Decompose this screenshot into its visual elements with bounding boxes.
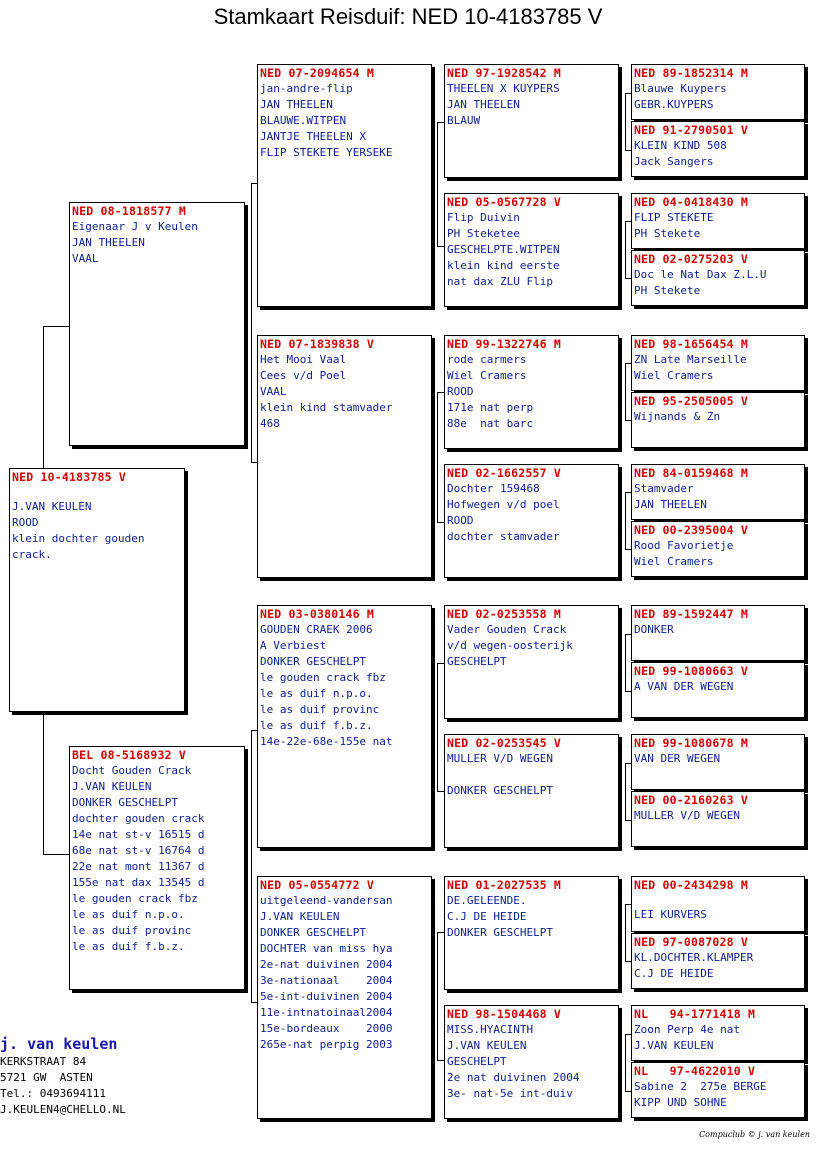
connector — [625, 93, 626, 150]
pigeon-info-line: 155e nat dax 13545 d — [72, 876, 205, 889]
pigeon-card-gen4[interactable] — [631, 1005, 805, 1061]
pigeon-card-gen4[interactable] — [631, 734, 805, 790]
pigeon-info-line: J.VAN KEULEN — [72, 780, 152, 793]
pigeon-info-line: C.J DE HEIDE — [634, 967, 714, 980]
pigeon-info-line: Het Mooi Vaal — [260, 353, 347, 366]
ring-number: NED 98-1504468 V — [447, 1007, 561, 1021]
pigeon-info-line: Stamvader — [634, 482, 694, 495]
pigeon-card-gen4[interactable] — [631, 791, 805, 847]
pigeon-info-line: GEBR.KUYPERS — [634, 98, 714, 111]
pigeon-info-line: GESCHELPT — [447, 655, 507, 668]
pigeon-card-gen3[interactable] — [444, 734, 619, 848]
pigeon-card-gen4[interactable] — [631, 64, 805, 120]
pigeon-info-line: GESCHELPTE.WITPEN — [447, 243, 560, 256]
spacer — [634, 893, 802, 907]
pigeon-card-gen2[interactable] — [257, 605, 432, 848]
ring-number: NL 94-1771418 M — [634, 1007, 756, 1021]
ring-number: NED 99-1080663 V — [634, 664, 748, 678]
pigeon-card-gen4[interactable] — [631, 876, 805, 932]
connector — [437, 663, 438, 791]
pigeon-card-gen2[interactable] — [257, 876, 432, 1119]
ring-number: NED 99-1080678 M — [634, 736, 748, 750]
connector — [625, 1034, 626, 1091]
pigeon-card-gen4[interactable] — [631, 521, 805, 577]
ring-number: NED 91-2790501 V — [634, 123, 748, 137]
ring-number: NED 00-2395004 V — [634, 523, 748, 537]
connector — [251, 854, 252, 1002]
pigeon-info-line: BLAUWE.WITPEN — [260, 114, 347, 127]
pigeon-card-gen4[interactable] — [631, 662, 805, 718]
pigeon-info-line: DONKER GESCHELPT — [447, 784, 553, 797]
pigeon-info-line: Dochter 159468 — [447, 482, 540, 495]
connector — [625, 763, 626, 820]
pigeon-info-line: MULLER V/D WEGEN — [634, 809, 740, 822]
pigeon-info-line: 171e nat perp — [447, 401, 534, 414]
ring-number: NED 97-0087028 V — [634, 935, 748, 949]
connector — [251, 326, 252, 462]
ring-number: NED 07-2094654 M — [260, 66, 374, 80]
pigeon-info-line: DONKER GESCHELPT — [72, 796, 178, 809]
ring-number: NED 00-2160263 V — [634, 793, 748, 807]
ring-number: NED 02-1662557 V — [447, 466, 561, 480]
ring-number: NED 02-0275203 V — [634, 252, 748, 266]
pigeon-info-line: J.VAN KEULEN — [634, 1039, 714, 1052]
ring-number: NED 08-1818577 M — [72, 204, 186, 218]
pigeon-card-gen2[interactable] — [257, 335, 432, 578]
pigeon-card-subject[interactable] — [9, 468, 185, 712]
pigeon-info-line: nat dax ZLU Flip — [447, 275, 553, 288]
owner-name: j. van keulen — [0, 1035, 118, 1053]
pigeon-info-line: Wiel Cramers — [634, 555, 714, 568]
pigeon-info-line: 468 — [260, 417, 280, 430]
ring-number: NED 01-2027535 M — [447, 878, 561, 892]
ring-number: NED 05-0567728 V — [447, 195, 561, 209]
ring-number: NED 99-1322746 M — [447, 337, 561, 351]
pigeon-info-line: MULLER V/D WEGEN — [447, 752, 553, 765]
pigeon-card-father[interactable] — [69, 202, 245, 446]
pigeon-info-line: le gouden crack fbz — [72, 892, 198, 905]
pigeon-info-line: DONKER GESCHELPT — [260, 655, 366, 668]
pigeon-info-line: FLIP STEKETE — [634, 211, 714, 224]
pigeon-info-line: VAAL — [260, 385, 287, 398]
pigeon-info-line: A VAN DER WEGEN — [634, 680, 734, 693]
pigeon-info-line: le as duif provinc — [72, 924, 192, 937]
pigeon-info-line: BLAUW — [447, 114, 481, 127]
pigeon-card-gen4[interactable] — [631, 464, 805, 520]
pigeon-card-gen3[interactable] — [444, 1005, 619, 1119]
connector — [43, 712, 44, 854]
connector — [43, 326, 70, 327]
ring-number: NED 98-1656454 M — [634, 337, 748, 351]
ring-number: NED 04-0418430 M — [634, 195, 748, 209]
pigeon-info-line: dochter stamvader — [447, 530, 560, 543]
pigeon-info-line: DONKER GESCHELPT — [260, 926, 366, 939]
pigeon-info-line: KL.DOCHTER.KLAMPER — [634, 951, 754, 964]
pigeon-info-line: le as duif provinc — [260, 703, 380, 716]
pigeon-info-line: Docht Gouden Crack — [72, 764, 192, 777]
pigeon-info-line: JAN THEELEN — [72, 236, 145, 249]
pigeon-info-line: 5e-int-duivinen 2004 — [260, 990, 393, 1003]
pigeon-card-gen4[interactable] — [631, 193, 805, 249]
pigeon-info-line: crack. — [12, 548, 52, 561]
connector — [43, 854, 70, 855]
owner-email: J.KEULEN4@CHELLO.NL — [0, 1103, 126, 1116]
pigeon-card-gen3[interactable] — [444, 605, 619, 719]
pigeon-info-line: KLEIN KIND 508 — [634, 139, 727, 152]
pigeon-info-line: PH Stekete — [634, 284, 701, 297]
connector — [625, 904, 626, 961]
ring-number: NED 97-1928542 M — [447, 66, 561, 80]
pigeon-info-line: J.VAN KEULEN — [447, 1039, 527, 1052]
pigeon-card-gen3[interactable] — [444, 193, 619, 307]
pigeon-info-line: v/d wegen-oosterijk — [447, 639, 573, 652]
pigeon-info-line: 265e-nat perpig 2003 — [260, 1038, 393, 1051]
pigeon-info-line: JAN THEELEN — [634, 498, 707, 511]
pigeon-info-line: Jack Sangers — [634, 155, 714, 168]
footer-credit: Compuclub © j. van keulen — [699, 1130, 810, 1139]
pigeon-info-line: Vader Gouden Crack — [447, 623, 567, 636]
pigeon-info-line: 14e nat st-v 16515 d — [72, 828, 205, 841]
pigeon-info-line: C.J DE HEIDE — [447, 910, 527, 923]
owner-address: KERKSTRAAT 84 — [0, 1055, 87, 1068]
pigeon-info-line: uitgeleend-vandersan — [260, 894, 393, 907]
pigeon-info-line: 2e-nat duivinen 2004 — [260, 958, 393, 971]
pigeon-info-line: FLIP STEKETE YERSEKE — [260, 146, 393, 159]
pigeon-info-line: le as duif n.p.o. — [72, 908, 185, 921]
pigeon-info-line: DONKER — [634, 623, 674, 636]
pigeon-info-line: 14e-22e-68e-155e nat — [260, 735, 393, 748]
pigeon-info-line: Cees v/d Poel — [260, 369, 347, 382]
ring-number: NL 97-4622010 V — [634, 1064, 756, 1078]
pigeon-info-line: THEELEN X KUYPERS — [447, 82, 560, 95]
spacer — [12, 485, 182, 499]
pigeon-info-line: Wiel Cramers — [634, 369, 714, 382]
ring-number: NED 84-0159468 M — [634, 466, 748, 480]
pigeon-info-line: DOCHTER van miss hya — [260, 942, 393, 955]
pigeon-card-mother[interactable] — [69, 746, 245, 990]
pigeon-info-line: jan-andre-flip — [260, 82, 353, 95]
pigeon-info-line: le as duif f.b.z. — [260, 719, 373, 732]
pigeon-info-line: Hofwegen v/d poel — [447, 498, 560, 511]
pigeon-info-line: A Verbiest — [260, 639, 327, 652]
ring-number: BEL 08-5168932 V — [72, 748, 186, 762]
pigeon-info-line: VAAL — [72, 252, 99, 265]
pigeon-info-line: VAN DER WEGEN — [634, 752, 721, 765]
pigeon-info-line: PH Steketee — [447, 227, 520, 240]
connector — [625, 221, 626, 278]
owner-tel: Tel.: 0493694111 — [0, 1087, 106, 1100]
pigeon-info-line: JAN THEELEN — [447, 98, 520, 111]
pigeon-card-gen4[interactable] — [631, 335, 805, 391]
pigeon-info-line: Sabine 2 275e BERGE — [634, 1080, 767, 1093]
pigeon-info-line: ROOD — [447, 385, 474, 398]
connector — [437, 392, 438, 522]
connector — [251, 730, 252, 854]
pigeon-card-gen3[interactable] — [444, 464, 619, 578]
connector — [43, 326, 44, 468]
connector — [625, 492, 626, 549]
pigeon-card-gen4[interactable] — [631, 605, 805, 661]
pigeon-info-line: JANTJE THEELEN X — [260, 130, 366, 143]
pigeon-info-line: ROOD — [447, 514, 474, 527]
pigeon-card-gen3[interactable] — [444, 876, 619, 990]
ring-number: NED 02-0253545 V — [447, 736, 561, 750]
pigeon-info-line: 68e nat st-v 16764 d — [72, 844, 205, 857]
pigeon-info-line: 3e- nat-5e int-duiv — [447, 1087, 573, 1100]
pigeon-card-gen4[interactable] — [631, 1062, 805, 1118]
pigeon-info-line: Flip Duivin — [447, 211, 520, 224]
pigeon-info-line: 11e-intnatoinaal2004 — [260, 1006, 393, 1019]
ring-number: NED 89-1592447 M — [634, 607, 748, 621]
pigeon-info-line: Eigenaar J v Keulen — [72, 220, 198, 233]
pigeon-info-line: rode carmers — [447, 353, 527, 366]
pigeon-info-line: klein dochter gouden — [12, 532, 145, 545]
connector — [251, 183, 252, 326]
pigeon-info-line: le as duif f.b.z. — [72, 940, 185, 953]
pigeon-info-line: J.VAN KEULEN — [260, 910, 340, 923]
pigeon-info-line: 2e nat duivinen 2004 — [447, 1071, 580, 1084]
pigeon-info-line: DE.GELEENDE. — [447, 894, 527, 907]
connector — [625, 363, 626, 420]
pigeon-info-line: Wiel Cramers — [447, 369, 527, 382]
owner-info — [0, 1034, 126, 1118]
pigeon-info-line: Zoon Perp 4e nat — [634, 1023, 740, 1036]
ring-number: NED 10-4183785 V — [12, 470, 126, 484]
pigeon-info-line: klein kind eerste — [447, 259, 560, 272]
ring-number: NED 07-1839838 V — [260, 337, 374, 351]
pigeon-info-line: MISS.HYACINTH — [447, 1023, 534, 1036]
pigeon-info-line: klein kind stamvader — [260, 401, 393, 414]
pigeon-info-line: GOUDEN CRAEK 2006 — [260, 623, 373, 636]
connector — [625, 634, 626, 691]
pigeon-info-line — [447, 767, 616, 783]
pigeon-info-line: Wijnands & Zn — [634, 410, 721, 423]
pigeon-card-gen2[interactable] — [257, 64, 432, 307]
pigeon-info-line: JAN THEELEN — [260, 98, 333, 111]
ring-number: NED 89-1852314 M — [634, 66, 748, 80]
pigeon-info-line: PH Stekete — [634, 227, 701, 240]
pigeon-card-gen4[interactable] — [631, 121, 805, 177]
pigeon-info-line: GESCHELPT — [447, 1055, 507, 1068]
pigeon-info-line: le as duif n.p.o. — [260, 687, 373, 700]
pigeon-info-line: ROOD — [12, 516, 39, 529]
pigeon-info-line: dochter gouden crack — [72, 812, 205, 825]
pigeon-info-line: KIPP UND SOHNE — [634, 1096, 727, 1109]
pigeon-info-line: 88e nat barc — [447, 417, 534, 430]
pigeon-info-line: ZN Late Marseille — [634, 353, 747, 366]
ring-number: NED 95-2505005 V — [634, 394, 748, 408]
page-title: Stamkaart Reisduif: NED 10-4183785 V — [213, 4, 603, 29]
pigeon-card-gen4[interactable] — [631, 933, 805, 989]
pigeon-info-line: 3e-nationaal 2004 — [260, 974, 393, 987]
ring-number: NED 05-0554772 V — [260, 878, 374, 892]
pigeon-info-line: Blauwe Kuypers — [634, 82, 727, 95]
ring-number: NED 00-2434298 M — [634, 878, 748, 892]
pigeon-card-gen3[interactable] — [444, 335, 619, 449]
pigeon-info-line: LEI KURVERS — [634, 908, 707, 921]
pigeon-info-line: Doc le Nat Dax Z.L.U — [634, 268, 767, 281]
pigeon-info-line: 22e nat mont 11367 d — [72, 860, 205, 873]
pigeon-info-line: Rood Favorietje — [634, 539, 734, 552]
pigeon-info-line: J.VAN KEULEN — [12, 500, 92, 513]
connector — [437, 932, 438, 1060]
pigeon-info-line: le gouden crack fbz — [260, 671, 386, 684]
pigeon-info-line: 15e-bordeaux 2000 — [260, 1022, 393, 1035]
ring-number: NED 02-0253558 M — [447, 607, 561, 621]
pigeon-info-line: DONKER GESCHELPT — [447, 926, 553, 939]
pigeon-card-gen4[interactable] — [631, 250, 805, 306]
connector — [437, 122, 438, 246]
owner-city: 5721 GW ASTEN — [0, 1071, 93, 1084]
ring-number: NED 03-0380146 M — [260, 607, 374, 621]
pigeon-card-gen4[interactable] — [631, 392, 805, 448]
pigeon-card-gen3[interactable] — [444, 64, 619, 178]
